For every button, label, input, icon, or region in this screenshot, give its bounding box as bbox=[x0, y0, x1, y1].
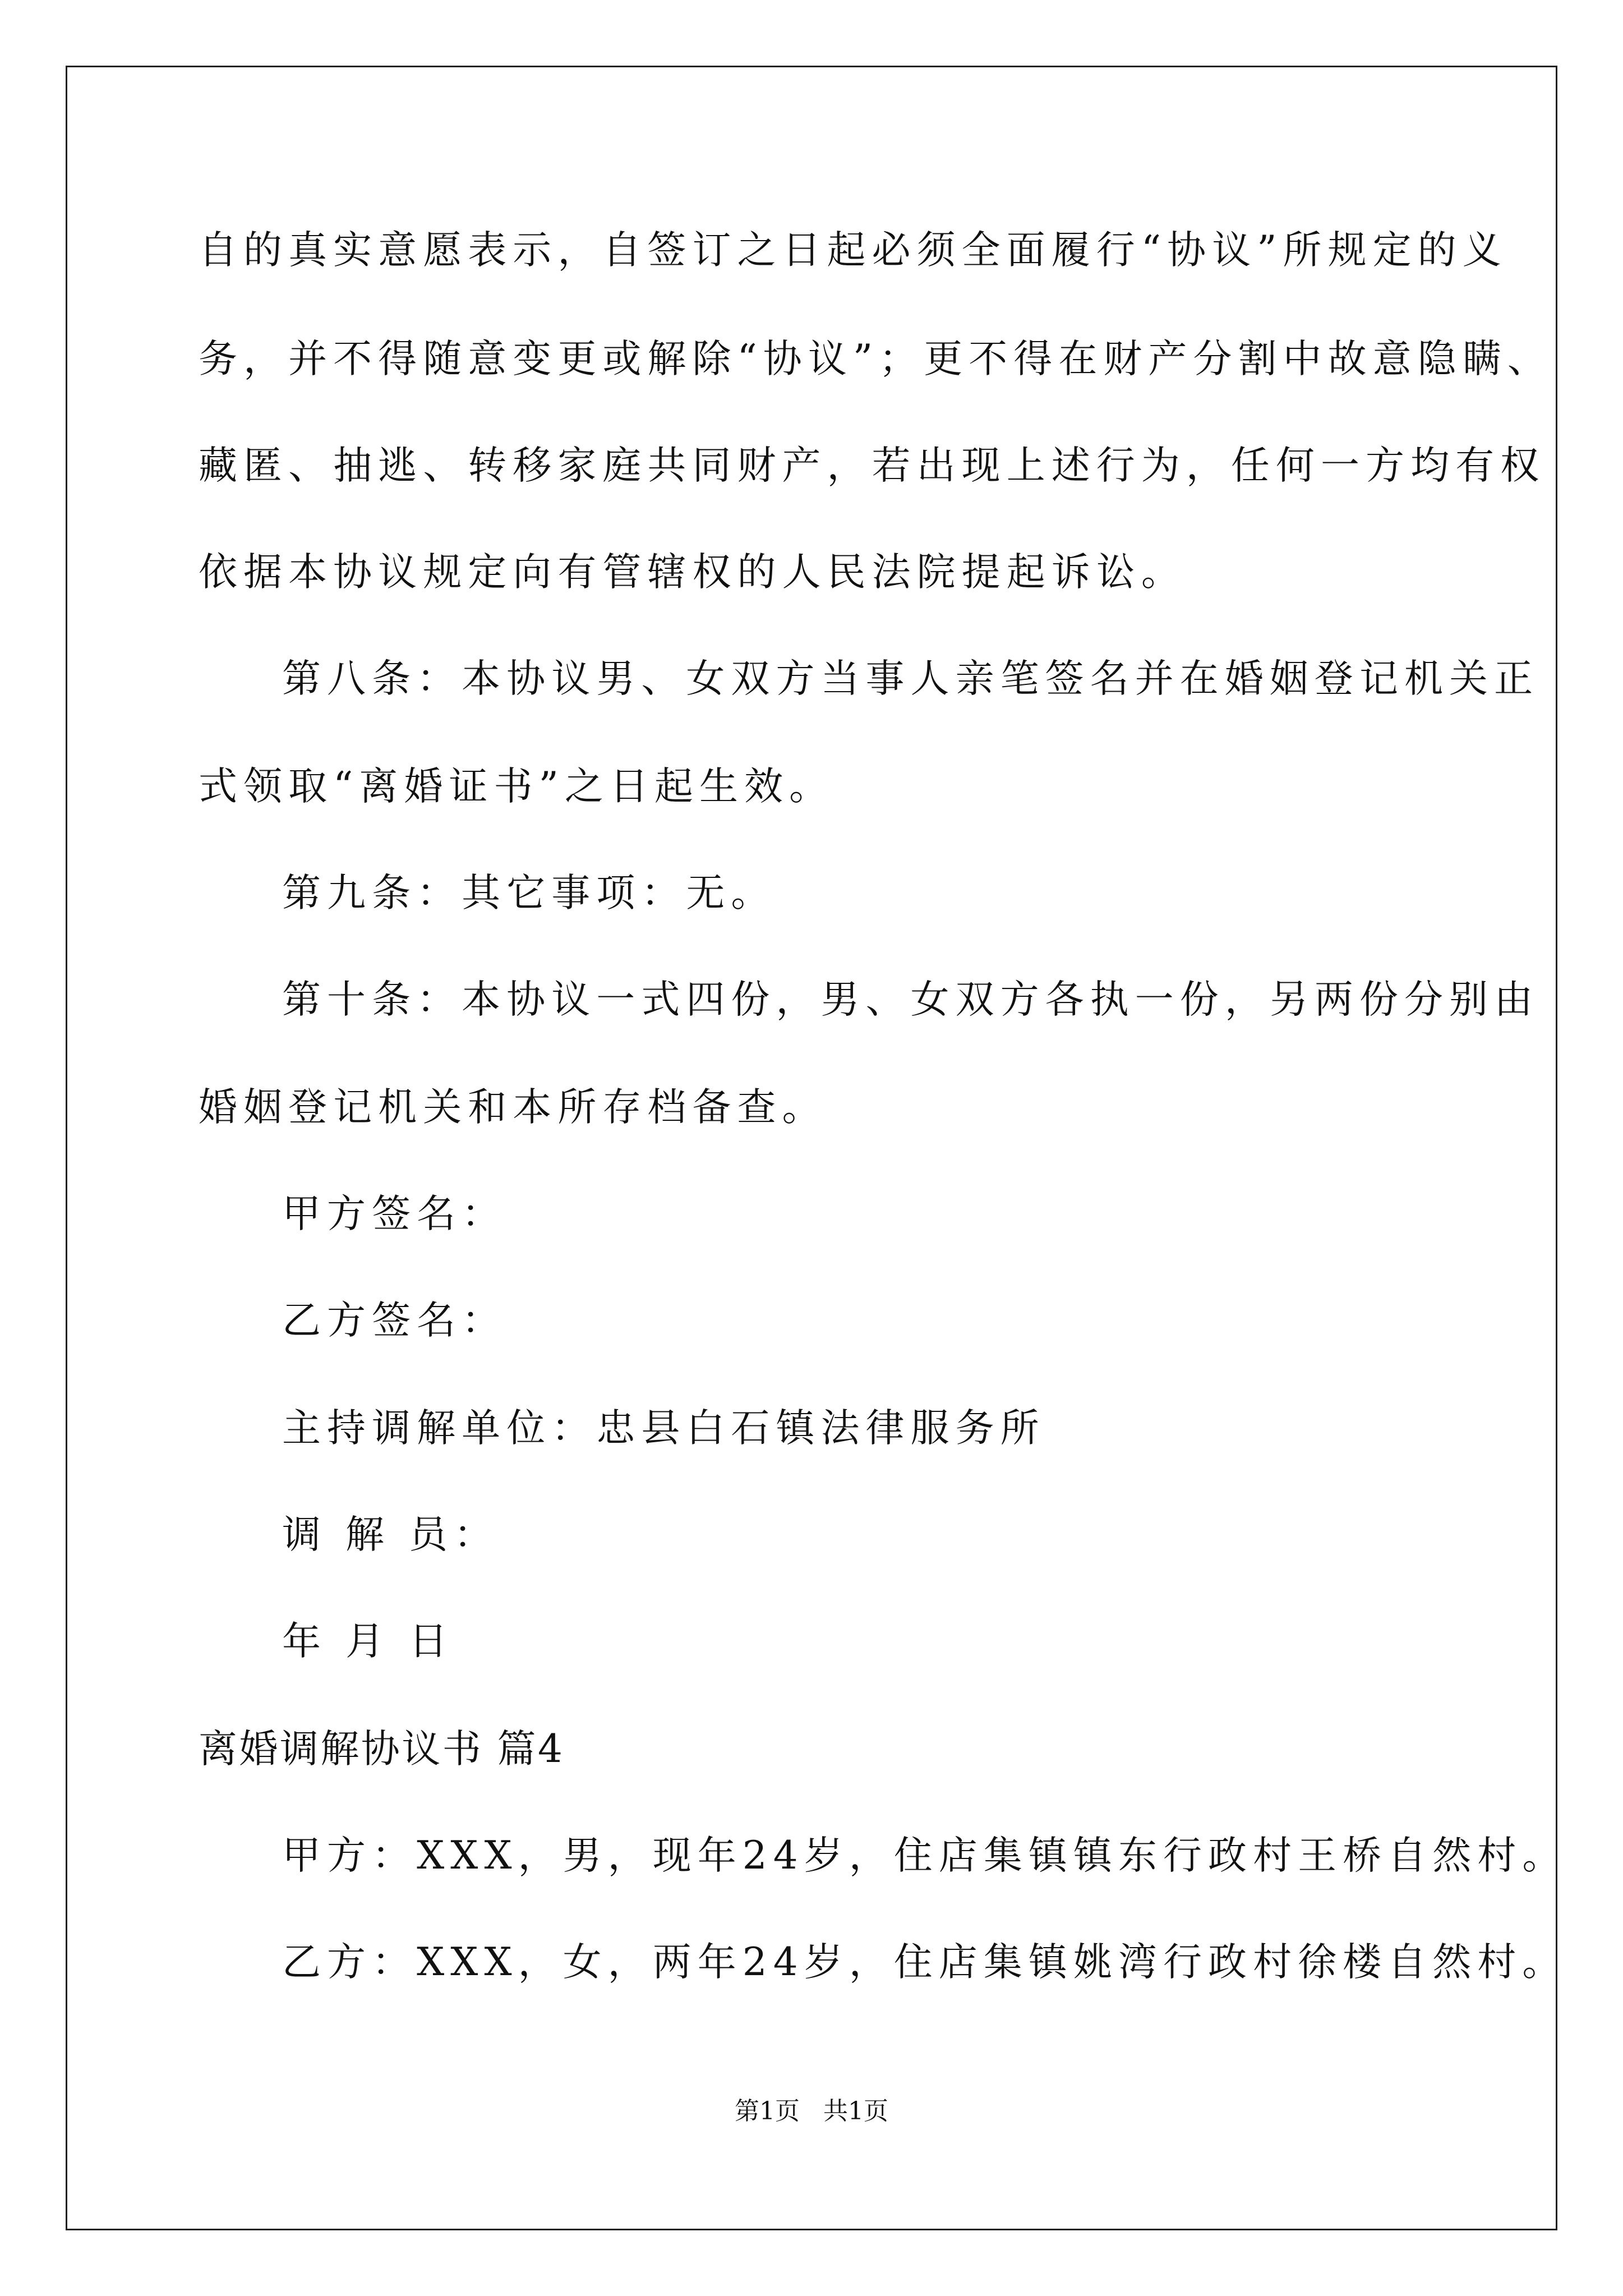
article-9: 第九条：其它事项：无。 bbox=[282, 871, 776, 915]
text-line: 婚姻登记机关和本所存档备查。 bbox=[199, 1085, 827, 1130]
article-10: 第十条：本协议一式四份，男、女双方各执一份，另两份分别由 bbox=[282, 977, 1539, 1022]
party-a-info: 甲方：XXX，男，现年24岁，住店集镇镇东行政村王桥自然村。 bbox=[282, 1833, 1567, 1878]
text-line: 式领取“离婚证书”之日起生效。 bbox=[199, 764, 834, 809]
party-b-info: 乙方：XXX，女，两年24岁，住店集镇姚湾行政村徐楼自然村。 bbox=[282, 1940, 1567, 1985]
mediator: 调 解 员： bbox=[282, 1512, 499, 1557]
text-line: 依据本协议规定向有管辖权的人民法院提起诉讼。 bbox=[199, 550, 1186, 595]
text-line: 自的真实意愿表示，自签订之日起必须全面履行“协议”所规定的义 bbox=[199, 228, 1507, 273]
party-a-signature: 甲方签名： bbox=[282, 1191, 507, 1236]
text-line: 藏匿、抽逃、转移家庭共同财产，若出现上述行为，任何一方均有权 bbox=[199, 443, 1546, 488]
page-border bbox=[66, 66, 1557, 2230]
text-line: 务，并不得随意变更或解除“协议”；更不得在财产分割中故意隐瞒、 bbox=[199, 337, 1552, 381]
date-line: 年 月 日 bbox=[282, 1619, 454, 1664]
article-8: 第八条：本协议男、女双方当事人亲笔签名并在婚姻登记机关正 bbox=[282, 656, 1539, 701]
section-heading: 离婚调解协议书 篇4 bbox=[199, 1727, 565, 1772]
mediation-unit: 主持调解单位：忠县白石镇法律服务所 bbox=[282, 1406, 1045, 1451]
party-b-signature: 乙方签名： bbox=[282, 1298, 507, 1343]
page-footer: 第1页 共1页 bbox=[735, 2097, 888, 2125]
